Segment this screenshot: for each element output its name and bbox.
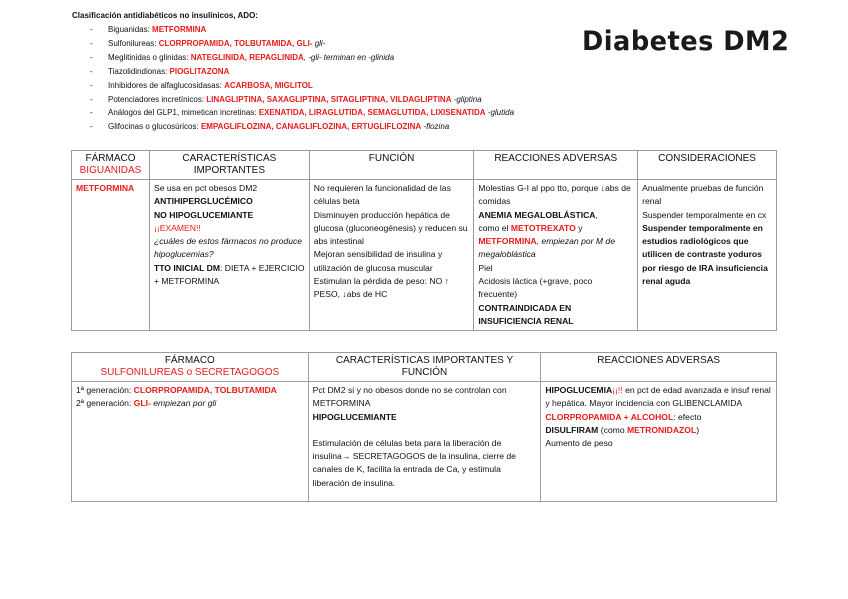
biguanidas-table [71, 150, 777, 331]
cell-caracteristicas: Pct DM2 si y no obesos donde no se controlan con METFORMINA HIPOGLUCEMIANTE Estimulación de células beta para la liberación de insulina→ SECRETAGOGOS de la insulina, cierre de canales de K, facilita la entrada de Ca, y estimula liberación de insulina. [308, 382, 541, 502]
cell-reacciones: Molestias G-I al ppo tto, porque ↓abs de comidas ANEMIA MEGALOBLÁSTICA, como el METOTREXATO y METFORMINA, empiezan por M de megaloblástica Piel Acidosis láctica (+grave, poco frecuente) CONTRAINDICADA EN INSUFICIENCIA RENAL [474, 180, 638, 331]
list-bullet: - [90, 122, 93, 132]
header-farmaco: FÁRMACO SULFONILUREAS o SECRETAGOGOS [72, 353, 309, 382]
page-title: Diabetes DM2 [582, 26, 790, 57]
list-item: - Análogos del GLP1, mimetican incretinas: EXENATIDA, LIRAGLUTIDA, SEMAGLUTIDA, LIXISENATIDA -glutida [72, 106, 592, 120]
header-caracteristicas: CARACTERÍSTICAS IMPORTANTES [149, 151, 309, 180]
ado-classification-list [72, 23, 592, 134]
cell-farmaco: METFORMINA [72, 180, 150, 331]
list-item: - Potenciadores incretínicos: LINAGLIPTINA, SAXAGLIPTINA, SITAGLIPTINA, VILDAGLIPTINA -gliptina [72, 93, 592, 107]
table-header-row [72, 151, 777, 180]
header-consideraciones: CONSIDERACIONES [638, 151, 777, 180]
table-header-row [72, 353, 777, 382]
list-item: - Inhibidores de alfaglucosidasas: ACARBOSA, MIGLITOL [72, 79, 592, 93]
list-item: - Tiazolidindionas: PIOGLITAZONA [72, 65, 592, 79]
cell-caracteristicas: Se usa en pct obesos DM2 ANTIHIPERGLUCÉMICO NO HIPOGLUCEMIANTE ¡¡EXAMEN!! ¿cuáles de estos fármacos no produce hipoglucemias? TTO INICIAL DM: DIETA + EJERCICIO + METFORMINA [149, 180, 309, 331]
list-item: - Glifocinas o glucosúricos: EMPAGLIFLOZINA, CANAGLIFLOZINA, ERTUGLIFLOZINA -flozina [72, 120, 592, 134]
intro-heading: Clasificación antidiabéticos no insulínicos, ADO: [72, 11, 258, 20]
list-bullet: - [90, 25, 93, 34]
cell-farmaco: 1ª generación: CLORPROPAMIDA, TOLBUTAMIDA 2ª generación: GLI- empiezan por gli [72, 382, 309, 502]
cell-funcion: No requieren la funcionalidad de las células beta Disminuyen producción hepática de glucosa (gluconeogénesis) y reducen su abs intestinal Mejoran sensibilidad de insulina y utilización de glucosa muscular Estimulan la pérdida de peso: NO ↑ PESO, ↓abs de HC [309, 180, 474, 331]
list-item: - Meglitinidas o glinidas: NATEGLINIDA, REPAGLINIDA, -gli- terminan en -glinida [72, 51, 592, 65]
list-bullet: - [90, 52, 93, 62]
table-row [72, 382, 777, 502]
header-farmaco: FÁRMACO BIGUANIDAS [72, 151, 150, 180]
header-reacciones: REACCIONES ADVERSAS [541, 353, 777, 382]
list-bullet: - [90, 80, 93, 90]
header-funcion: FUNCIÓN [309, 151, 474, 180]
list-bullet: - [90, 94, 93, 104]
list-item: - Biguanidas: METFORMINA [72, 23, 592, 37]
cell-reacciones: HIPOGLUCEMIA¡¡!! en pct de edad avanzada e insuf renal y hepática. Mayor incidencia con GLIBENCLAMIDA CLORPROPAMIDA + ALCOHOL: efecto DISULFIRAM (como METRONIDAZOL) Aumento de peso [541, 382, 777, 502]
list-item: - Sulfonilureas: CLORPROPAMIDA, TOLBUTAMIDA, GLI- gli- [72, 37, 592, 51]
table-row [72, 180, 777, 331]
header-reacciones: REACCIONES ADVERSAS [474, 151, 638, 180]
sulfonilureas-table [71, 352, 777, 502]
cell-consideraciones: Anualmente pruebas de función renal Suspender temporalmente en cx Suspender temporalmente en estudios radiológicos que utilicen de contraste yoduros por riesgo de IRA insuficiencia renal aguda [638, 180, 777, 331]
header-caracteristicas: CARACTERÍSTICAS IMPORTANTES Y FUNCIÓN [308, 353, 541, 382]
list-bullet: - [90, 108, 93, 118]
list-bullet: - [90, 38, 93, 48]
list-bullet: - [90, 66, 93, 76]
